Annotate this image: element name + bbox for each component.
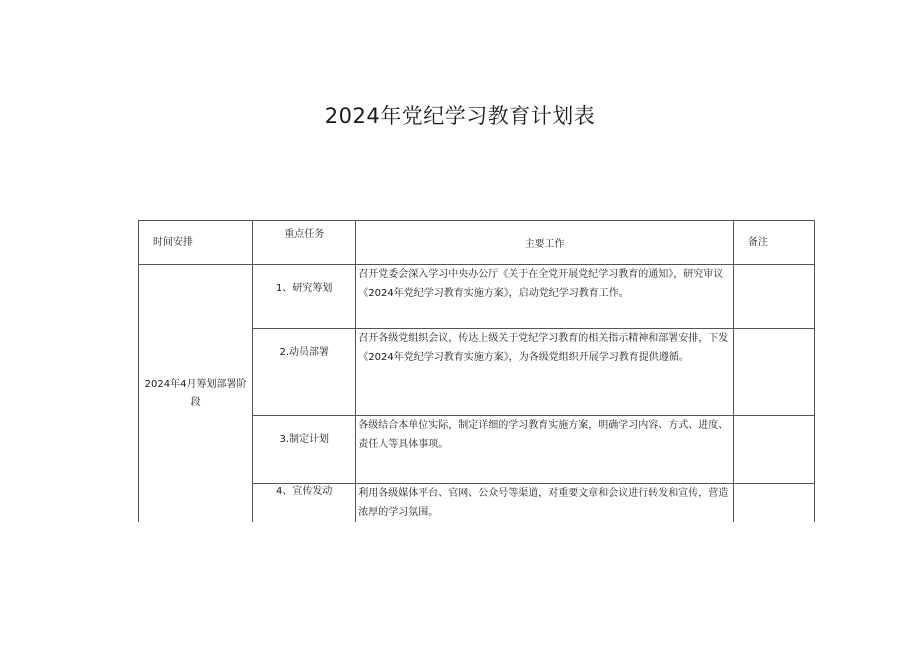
work-cell: 利用各级媒体平台、官网、公众号等渠道，对重要文章和会议进行转发和宣传，营造浓厚的学习氛围。 (356, 484, 734, 523)
note-cell (733, 329, 814, 416)
task-cell: 3.制定计划 (253, 416, 356, 484)
header-time: 时间安排 (139, 221, 253, 265)
stage-cell: 2024年4月筹划部署阶段 (139, 265, 253, 523)
plan-table (138, 220, 815, 522)
header-work: 主要工作 (356, 221, 734, 265)
header-note: 备注 (733, 221, 814, 265)
document-title: 2024年党纪学习教育计划表 (324, 104, 596, 128)
header-task: 重点任务 (253, 221, 356, 265)
task-cell: 1、研究筹划 (253, 265, 356, 329)
table-header-row (139, 221, 815, 265)
note-cell (733, 416, 814, 484)
table-row (139, 265, 815, 329)
task-cell: 2.动员部署 (253, 329, 356, 416)
note-cell (733, 265, 814, 329)
work-cell: 各级结合本单位实际，制定详细的学习教育实施方案，明确学习内容、方式、进度、责任人等具体事项。 (356, 416, 734, 484)
work-cell: 召开各级党组织会议，传达上级关于党纪学习教育的相关指示精神和部署安排，下发《2024年党纪学习教育实施方案》，为各级党组织开展学习教育提供遵循。 (356, 329, 734, 416)
task-cell: 4、宣传发动 (253, 484, 356, 523)
note-cell (733, 484, 814, 523)
work-cell: 召开党委会深入学习中央办公厅《关于在全党开展党纪学习教育的通知》，研究审议《2024年党纪学习教育实施方案》，启动党纪学习教育工作。 (356, 265, 734, 329)
